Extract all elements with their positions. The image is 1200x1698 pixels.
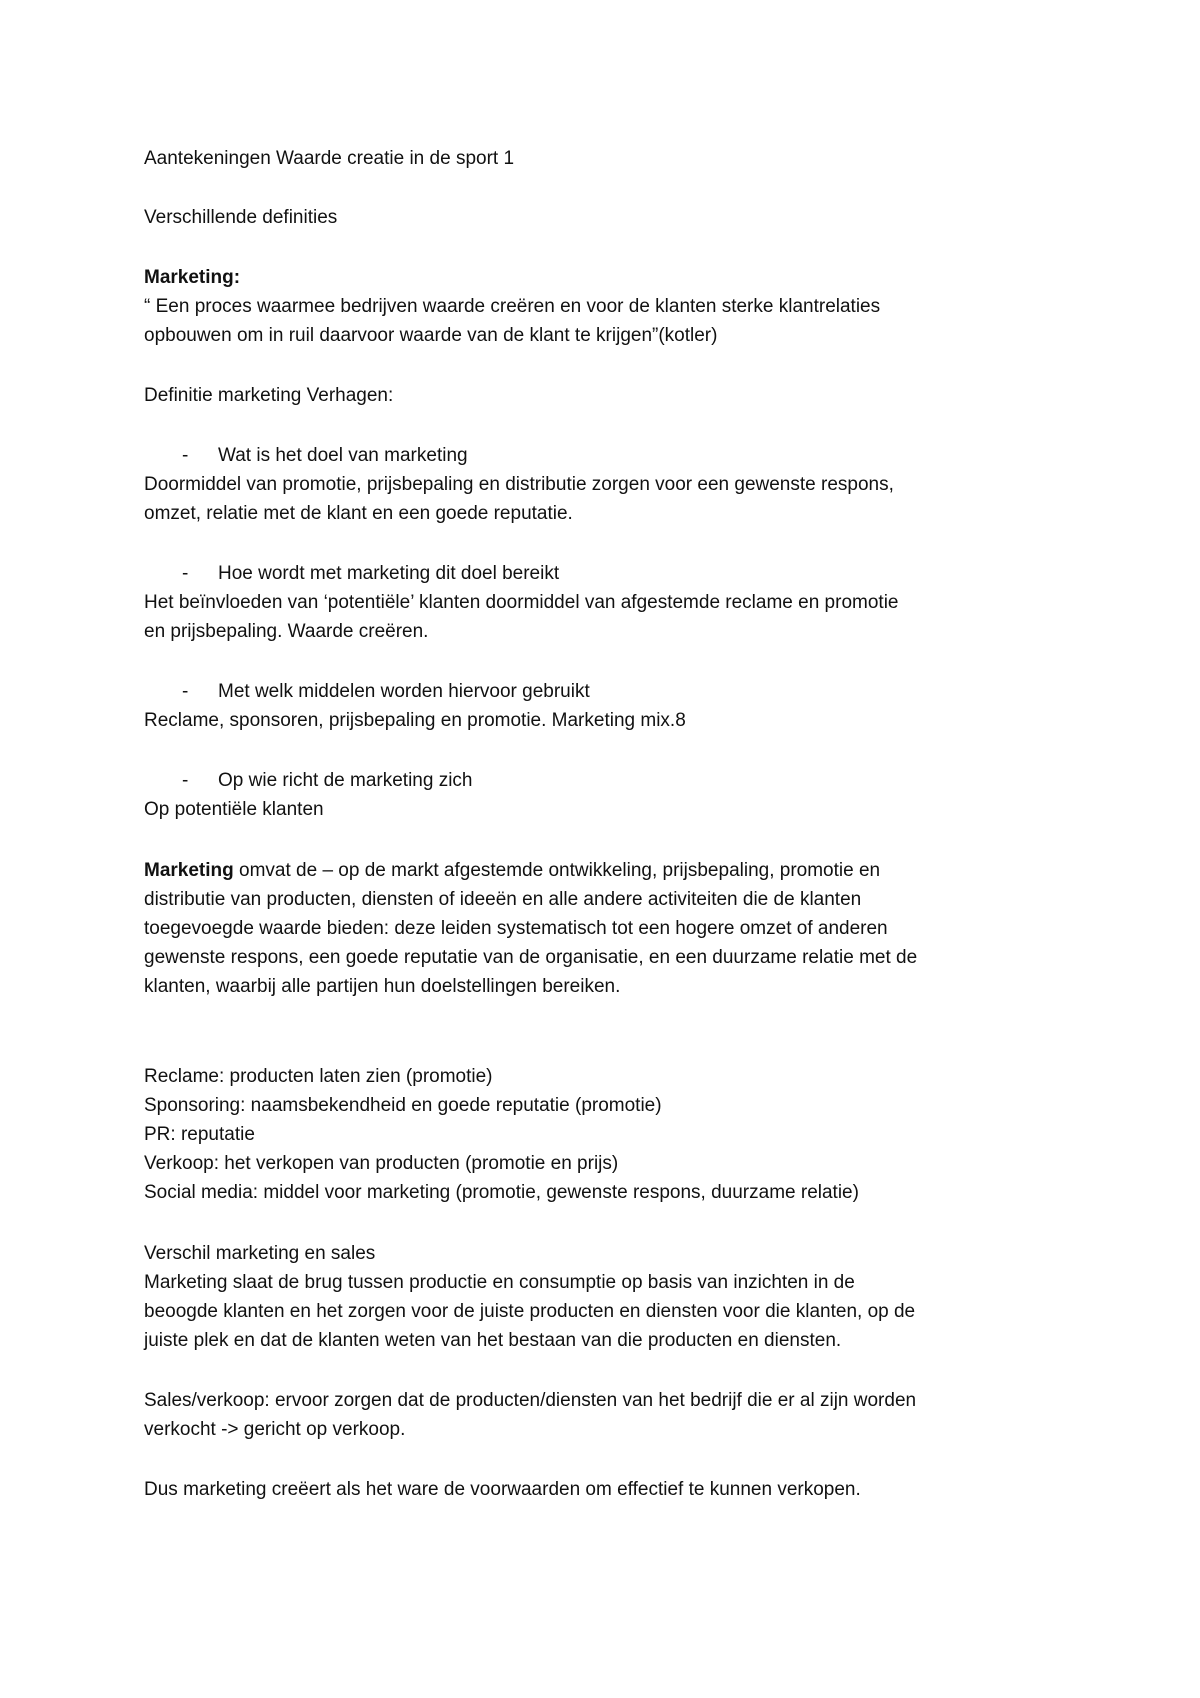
bullet-dash: - (182, 681, 189, 702)
sales-definition-line: verkocht -> gericht op verkoop. (144, 1419, 406, 1440)
question-text: Hoe wordt met marketing dit doel bereikt (218, 563, 560, 584)
question-item (182, 677, 590, 707)
question-item (182, 766, 473, 796)
answer-line: en prijsbepaling. Waarde creëren. (144, 621, 429, 642)
bullet-dash: - (182, 445, 189, 466)
document-title: Aantekeningen Waarde creatie in de sport 1 (144, 148, 515, 169)
definition-line: distributie van producten, diensten of ideeën en alle andere activiteiten die de klanten (144, 889, 862, 910)
bullet-dash: - (182, 770, 189, 791)
tool-line: Sponsoring: naamsbekendheid en goede reputatie (promotie) (144, 1095, 662, 1116)
bullet-dash: - (182, 563, 189, 584)
question-text: Wat is het doel van marketing (218, 445, 468, 466)
sales-heading: Verschil marketing en sales (144, 1243, 376, 1264)
sales-paragraph-line: juiste plek en dat de klanten weten van het bestaan van die producten en diensten. (144, 1330, 842, 1351)
definition-line: toegevoegde waarde bieden: deze leiden systematisch tot een hogere omzet of anderen (144, 918, 888, 939)
answer-line: Reclame, sponsoren, prijsbepaling en promotie. Marketing mix.8 (144, 710, 686, 731)
definition-line: klanten, waarbij alle partijen hun doelstellingen bereiken. (144, 976, 621, 997)
answer-line: omzet, relatie met de klant en een goede reputatie. (144, 503, 573, 524)
tool-line: Verkoop: het verkopen van producten (promotie en prijs) (144, 1153, 619, 1174)
question-text: Met welk middelen worden hiervoor gebruikt (218, 681, 590, 702)
answer-line: Het beïnvloeden van ‘potentiële’ klanten doormiddel van afgestemde reclame en promotie (144, 592, 899, 613)
question-text: Op wie richt de marketing zich (218, 770, 473, 791)
marketing-heading: Marketing: (144, 267, 241, 288)
definition-line: gewenste respons, een goede reputatie van de organisatie, en een duurzame relatie met de (144, 947, 918, 968)
answer-line: Doormiddel van promotie, prijsbepaling en distributie zorgen voor een gewenste respons, (144, 474, 894, 495)
tool-line: PR: reputatie (144, 1124, 255, 1145)
sales-paragraph-line: beoogde klanten en het zorgen voor de juiste producten en diensten voor die klanten, op de (144, 1301, 916, 1322)
verhagen-heading: Definitie marketing Verhagen: (144, 385, 394, 406)
answer-line: Op potentiële klanten (144, 799, 324, 820)
question-item (182, 441, 468, 471)
definition-bold-word: Marketing (144, 860, 234, 881)
tool-line: Reclame: producten laten zien (promotie) (144, 1066, 493, 1087)
marketing-quote-line: opbouwen om in ruil daarvoor waarde van de klant te krijgen”(kotler) (144, 325, 718, 346)
sales-paragraph-line: Marketing slaat de brug tussen productie en consumptie op basis van inzichten in de (144, 1272, 855, 1293)
question-item (182, 559, 559, 589)
marketing-quote-line: “ Een proces waarmee bedrijven waarde creëren en voor de klanten sterke klantrelaties (144, 296, 881, 317)
conclusion: Dus marketing creëert als het ware de voorwaarden om effectief te kunnen verkopen. (144, 1479, 861, 1500)
sales-definition-line: Sales/verkoop: ervoor zorgen dat de producten/diensten van het bedrijf die er al zijn worden (144, 1390, 917, 1411)
subtitle: Verschillende definities (144, 207, 338, 228)
tool-line: Social media: middel voor marketing (promotie, gewenste respons, duurzame relatie) (144, 1182, 859, 1203)
definition-line: Marketing omvat de – op de markt afgestemde ontwikkeling, prijsbepaling, promotie en (144, 860, 881, 881)
